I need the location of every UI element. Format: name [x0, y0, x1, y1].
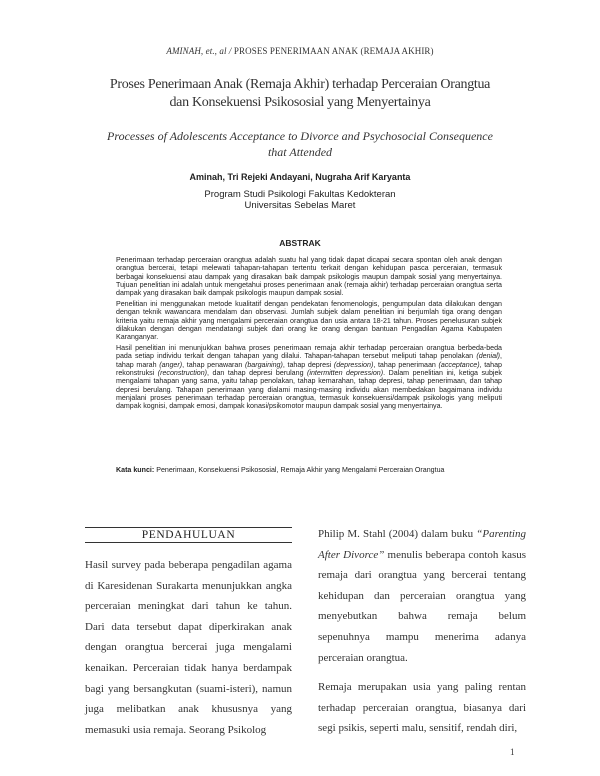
abstract-term: (bargaining): [244, 360, 283, 369]
abstract-term: (anger): [159, 360, 183, 369]
abstract-text: , dan tahap depresi berulang: [207, 369, 304, 378]
section-heading-pendahuluan: PENDAHULUAN: [85, 527, 292, 543]
abstract-paragraph-2: Penelitian ini menggunakan metode kualitatif dengan pendekatan fenomenologis, pengumpulan data dilakukan dengan dengan teknik wawancara mendalam dan observasi. Jumlah subjek dalam penelitian ini berjumlah tiga orang dengan kriteria yaitu remaja akhir yang mengalami perceraian orangtua dan usia antara 18-21 tahun. Proses penelusuran subjek dilakukan dengan dengan mendatangi subjek dari orang ke orang dengan bantuan Pengadilan Agama Kabupaten Karanganyar.: [116, 300, 502, 342]
body-column-left: [85, 555, 292, 740]
abstract-term: (acceptance): [438, 360, 480, 369]
author-list: Aminah, Tri Rejeki Andayani, Nugraha Arif Karyanta: [189, 172, 411, 182]
abstract-text: , tahap depresi: [282, 360, 332, 369]
abstract-text: , tahap marah: [116, 352, 502, 369]
body-text: menulis beberapa contoh kasus remaja dari orangtua yang bercerai tentang kehidupan dan perceraian orangtua yang menyebutkan bahwa remaja belum sepenuhnya mampu menerima adanya perceraian orangtua.: [318, 548, 527, 664]
paper-title-english: Processes of Adolescents Acceptance to Divorce and Psychosocial Consequence that Attended: [107, 129, 493, 159]
abstract-term: (denial): [476, 352, 501, 361]
affiliation-line-2: Universitas Sebelas Maret: [244, 200, 356, 211]
page-number: 1: [510, 747, 515, 757]
abstract-term: (reconstruction): [157, 369, 208, 378]
affiliation: [0, 189, 600, 211]
keywords-label: Kata kunci:: [116, 466, 155, 474]
paper-title: Proses Penerimaan Anak (Remaja Akhir) terhadap Perceraian Orangtua dan Konsekuensi Psikososial yang Menyertainya: [109, 77, 491, 110]
running-head: [0, 46, 600, 56]
keywords-text: Penerimaan, Konsekuensi Psikososial, Remaja Akhir yang Mengalami Perceraian Orangtua: [156, 466, 445, 474]
abstract-text: Hasil penelitian ini menunjukkan bahwa proses penerimaan remaja akhir terhadap perceraian orangtua berbeda-beda pada setiap individu terkait dengan tahapan yang dilalui. Tahapan-tahapan tersebut meliputi tahap penolakan: [116, 344, 502, 361]
running-head-authors: AMINAH, et., al /: [166, 46, 232, 56]
body-column-right: [318, 524, 526, 739]
body-paragraph: Hasil survey pada beberapa pengadilan agama di Karesidenan Surakarta menunjukkan angka perceraian meningkat dari tahun ke tahun. Dari data tersebut dapat diperkirakan anak dengan orangtua bercerai juga mengalami kenaikan. Perceraian tidak hanya berdampak bagi yang bersangkutan (suami-isteri), namun juga melibatkan anak khususnya yang memasuki usia remaja. Seorang Psikolog: [85, 559, 292, 736]
abstract-text: . Dalam penelitian ini, ketiga subjek mengalami tahapan yang sama, yaitu tahap penolakan, tahap kemarahan, tahap depresi, tahap penerimaan, dan tahap depresi berulang. Tahapan penerimaan yang dialami masing-masing individu akan membedakan bagaimana individu menjalani proses penerimaan terhadap perceraian orangtua, termasuk konsekuensi/dampak psikologis yang meliputi dampak kognisi, dampak emosi, dampak konasi/psikomotor maupun dampak sosial yang menyertainya.: [116, 369, 502, 411]
abstract-text: , tahap penawaran: [182, 360, 243, 369]
abstract-paragraph-1: Penerimaan terhadap perceraian orangtua adalah suatu hal yang tidak dapat dicapai secara spontan oleh anak dengan orangtua bercerai, tetapi melewati tahapan-tahapan tertentu terkait dengan kehidupan pasca perceraian, termasuk berbagai konsekuensi atau dampak yang dirasakan baik dampak psikologis maupun dampak sosial yang menyertainya. Tujuan penelitian ini adalah untuk mengetahui proses penerimaan anak (remaja akhir) terhadap perceraian orangtua serta dampak yang dirasakan baik dampak psikologis maupun dampak sosial.: [116, 256, 502, 298]
abstract-term: (depression): [333, 360, 374, 369]
keywords: [116, 466, 516, 474]
abstract-text: , tahap rekonstruksi: [116, 360, 502, 378]
abstract-body: [116, 256, 502, 413]
body-paragraph: [318, 524, 526, 668]
book-title: “Parenting After Divorce”: [318, 528, 526, 561]
abstract-text: , tahap penerimaan: [373, 360, 436, 369]
affiliation-line-1: Program Studi Psikologi Fakultas Kedokteran: [204, 189, 396, 200]
running-head-title: PROSES PENERIMAAN ANAK (REMAJA AKHIR): [233, 46, 434, 56]
abstract-heading: ABSTRAK: [279, 238, 321, 248]
body-text: Philip M. Stahl (2004) dalam buku: [318, 528, 474, 540]
abstract-paragraph-3: [116, 344, 502, 410]
abstract-term: (intermitten depression): [307, 369, 384, 378]
body-paragraph: Remaja merupakan usia yang paling rentan terhadap perceraian orangtua, biasanya dari segi psikis, seperti malu, sensitif, rendah diri,: [318, 681, 526, 735]
